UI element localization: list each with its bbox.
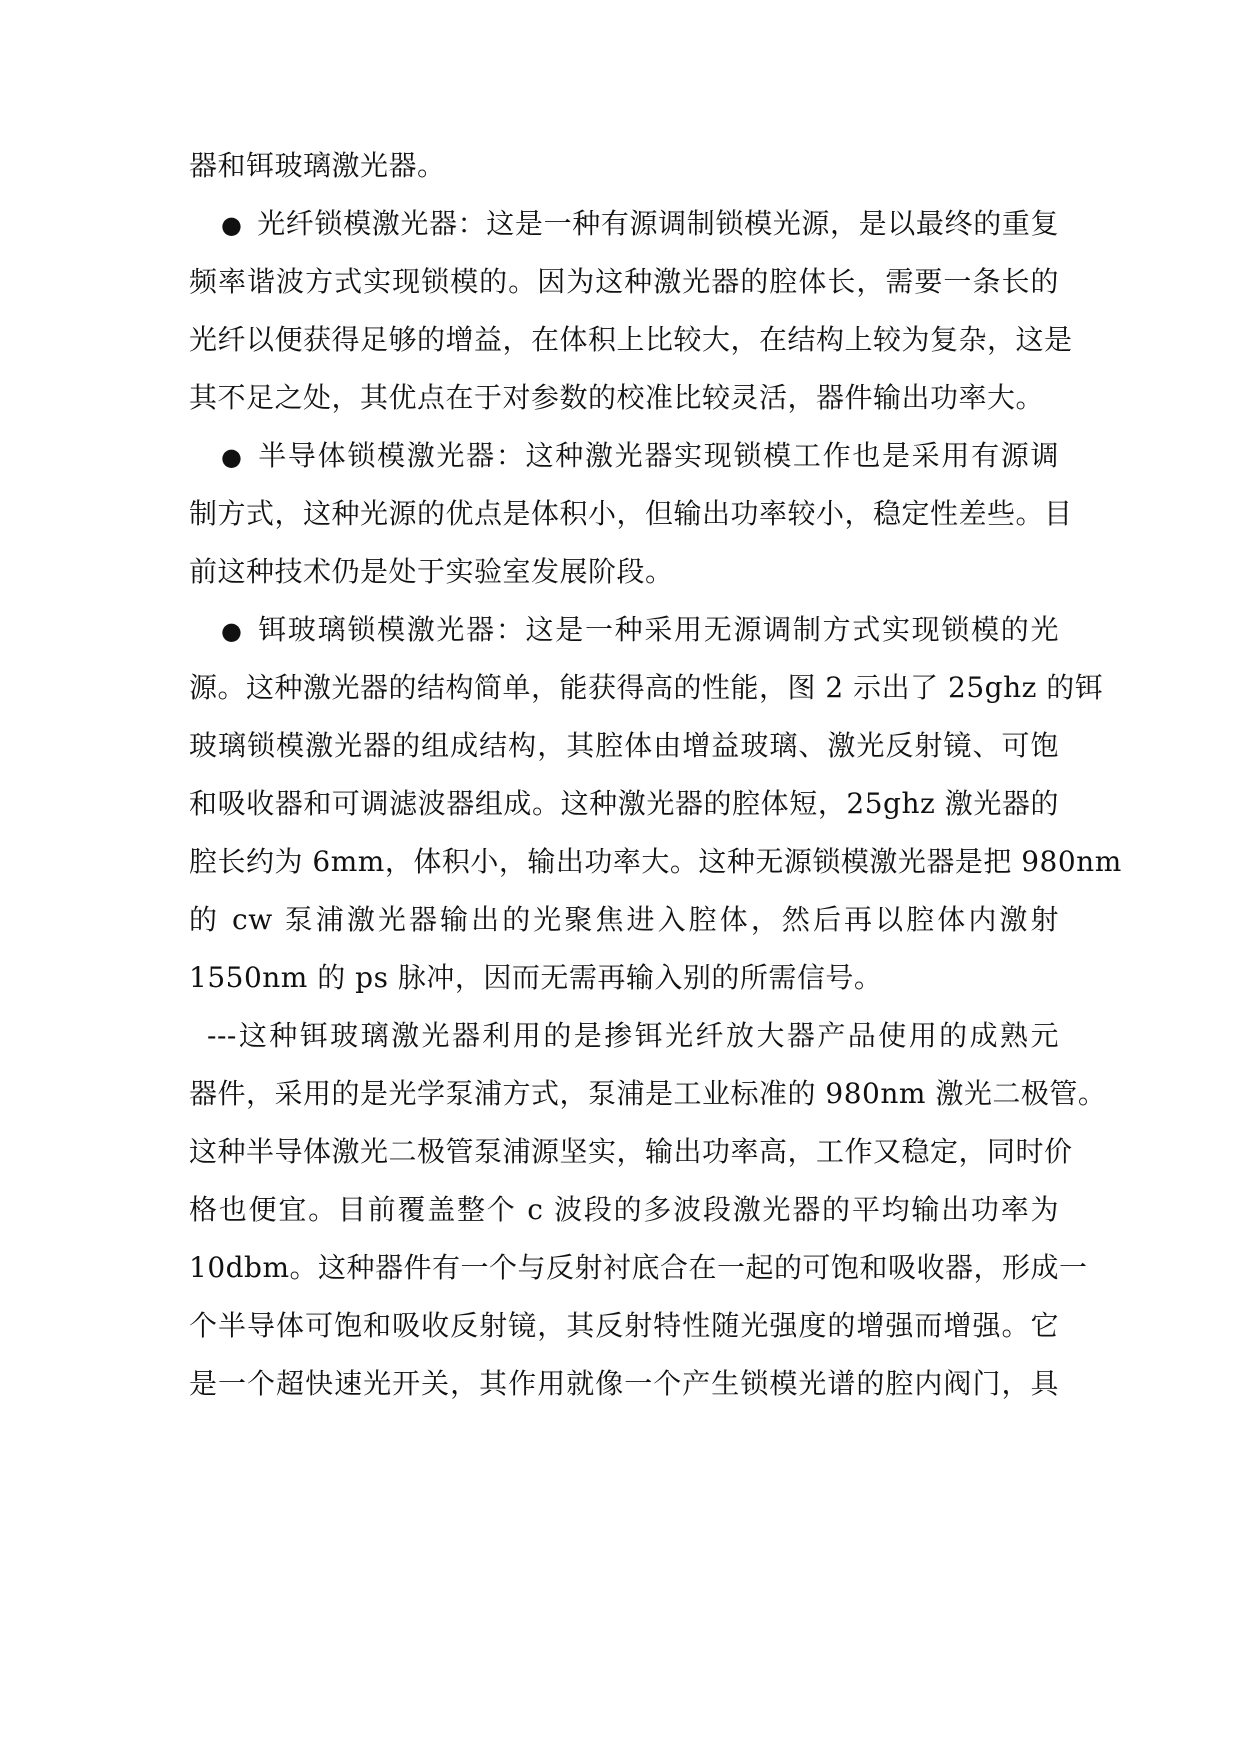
text-line: 个半导体可饱和吸收反射镜，其反射特性随光强度的增强而增强。它	[189, 1309, 1059, 1342]
text-line: 是一个超快速光开关，其作用就像一个产生锁模光谱的腔内阀门，具	[189, 1367, 1059, 1400]
text-line: 制方式，这种光源的优点是体积小，但输出功率较小，稳定性差些。目	[189, 497, 1073, 530]
text-line: 腔长约为 6mm，体积小，输出功率大。这种无源锁模激光器是把 980nm	[189, 845, 1122, 878]
text-line: 玻璃锁模激光器的组成结构，其腔体由增益玻璃、激光反射镜、可饱	[189, 729, 1059, 762]
bullet-icon: ●	[221, 443, 243, 471]
text-line: ---这种铒玻璃激光器利用的是掺铒光纤放大器产品使用的成熟元	[207, 1019, 1059, 1052]
bullet-icon: ●	[221, 211, 243, 239]
text-line: 其不足之处，其优点在于对参数的校准比较灵活，器件输出功率大。	[189, 381, 1045, 414]
bullet-icon: ●	[221, 617, 243, 645]
text-line: 源。这种激光器的结构简单，能获得高的性能，图 2 示出了 25ghz 的铒	[189, 671, 1104, 704]
bullet-item-fiber-laser: ● 光纤锁模激光器：这是一种有源调制锁模光源，是以最终的重复	[221, 204, 1059, 244]
text-line: 器和铒玻璃激光器。	[189, 149, 446, 182]
text-line: 1550nm 的 ps 脉冲，因而无需再输入别的所需信号。	[189, 961, 883, 994]
text-line: 器件，采用的是光学泵浦方式，泵浦是工业标准的 980nm 激光二极管。	[189, 1077, 1107, 1110]
text-line: 前这种技术仍是处于实验室发展阶段。	[189, 555, 674, 588]
bullet-item-erbium-glass-laser: ● 铒玻璃锁模激光器：这是一种采用无源调制方式实现锁模的光	[221, 610, 1059, 650]
text-line: 和吸收器和可调滤波器组成。这种激光器的腔体短，25ghz 激光器的	[189, 787, 1059, 820]
text-line: 光纤以便获得足够的增益，在体积上比较大，在结构上较为复杂，这是	[189, 323, 1073, 356]
text-line: 频率谐波方式实现锁模的。因为这种激光器的腔体长，需要一条长的	[189, 265, 1059, 298]
text-line: 10dbm。这种器件有一个与反射衬底合在一起的可饱和吸收器，形成一	[189, 1251, 1088, 1284]
text-line: 格也便宜。目前覆盖整个 c 波段的多波段激光器的平均输出功率为	[189, 1193, 1059, 1226]
text-line: 的 cw 泵浦激光器输出的光聚焦进入腔体，然后再以腔体内激射	[189, 903, 1059, 936]
text-line: 这种半导体激光二极管泵浦源坚实，输出功率高，工作又稳定，同时价	[189, 1135, 1073, 1168]
bullet-item-semiconductor-laser: ● 半导体锁模激光器：这种激光器实现锁模工作也是采用有源调	[221, 436, 1059, 476]
